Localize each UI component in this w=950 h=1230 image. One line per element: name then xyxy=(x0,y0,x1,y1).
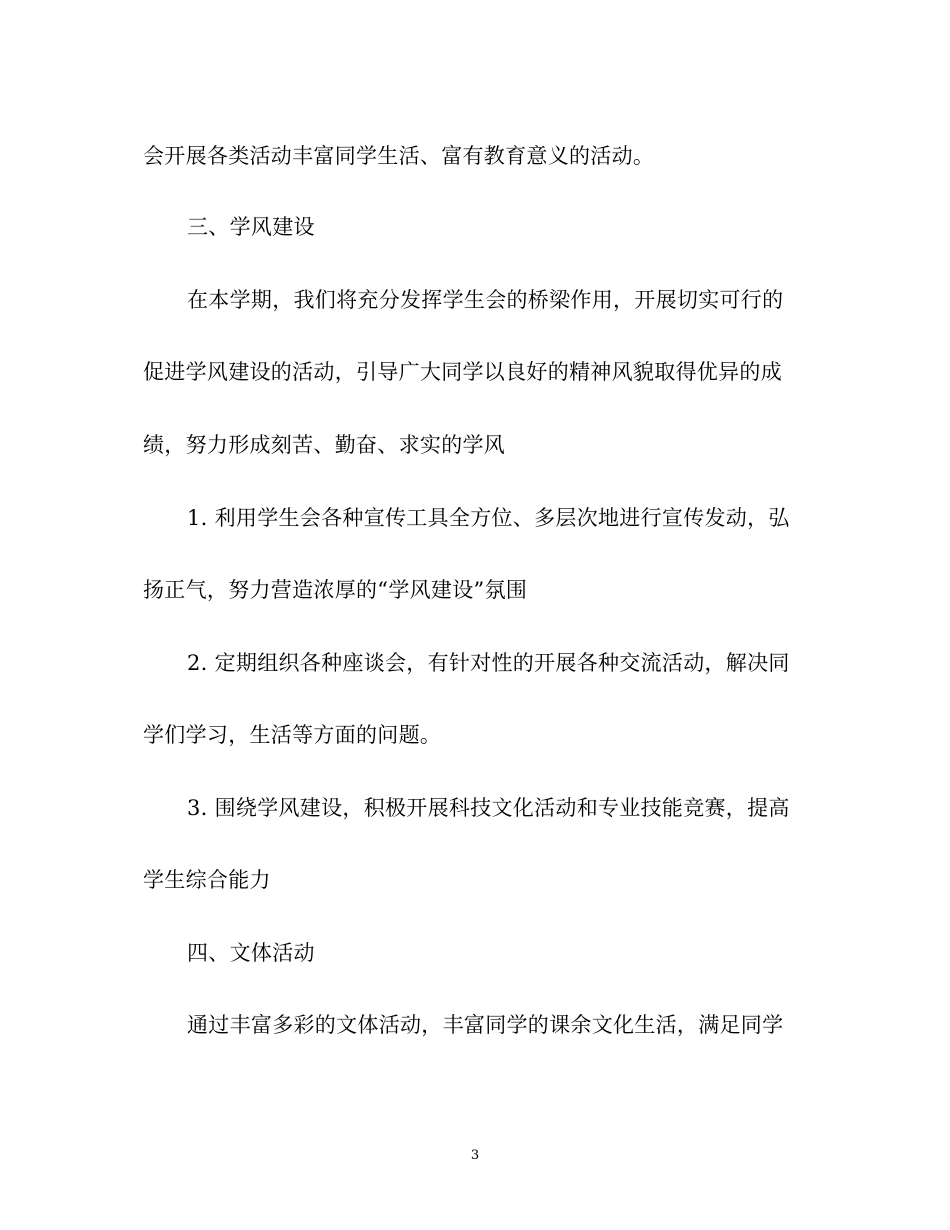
list-item-line: 学们学习，生活等方面的问题。 xyxy=(143,723,442,747)
section-heading: 三、学风建设 xyxy=(187,215,315,239)
list-item-line: 2. 定期组织各种座谈会，有针对性的开展各种交流活动，解决同 xyxy=(187,651,790,675)
paragraph-line: 促进学风建设的活动，引导广大同学以良好的精神风貌取得优异的成 xyxy=(143,360,782,384)
list-item-line: 3. 围绕学风建设，积极开展科技文化活动和专业技能竞赛，提高 xyxy=(187,796,790,820)
list-item-line: 扬正气，努力营造浓厚的“学风建设”氛围 xyxy=(143,578,528,602)
section-heading: 四、文体活动 xyxy=(187,941,315,965)
paragraph-line: 会开展各类活动丰富同学生活、富有教育意义的活动。 xyxy=(143,144,655,168)
paragraph-line: 绩，努力形成刻苦、勤奋、求实的学风 xyxy=(143,433,506,457)
list-item-line: 1. 利用学生会各种宣传工具全方位、多层次地进行宣传发动，弘 xyxy=(187,506,790,530)
paragraph-line: 通过丰富多彩的文体活动，丰富同学的课余文化生活，满足同学 xyxy=(187,1013,784,1037)
page-number: 3 xyxy=(470,1148,480,1163)
list-item-line: 学生综合能力 xyxy=(143,868,271,892)
paragraph-line: 在本学期，我们将充分发挥学生会的桥梁作用，开展切实可行的 xyxy=(187,288,784,312)
